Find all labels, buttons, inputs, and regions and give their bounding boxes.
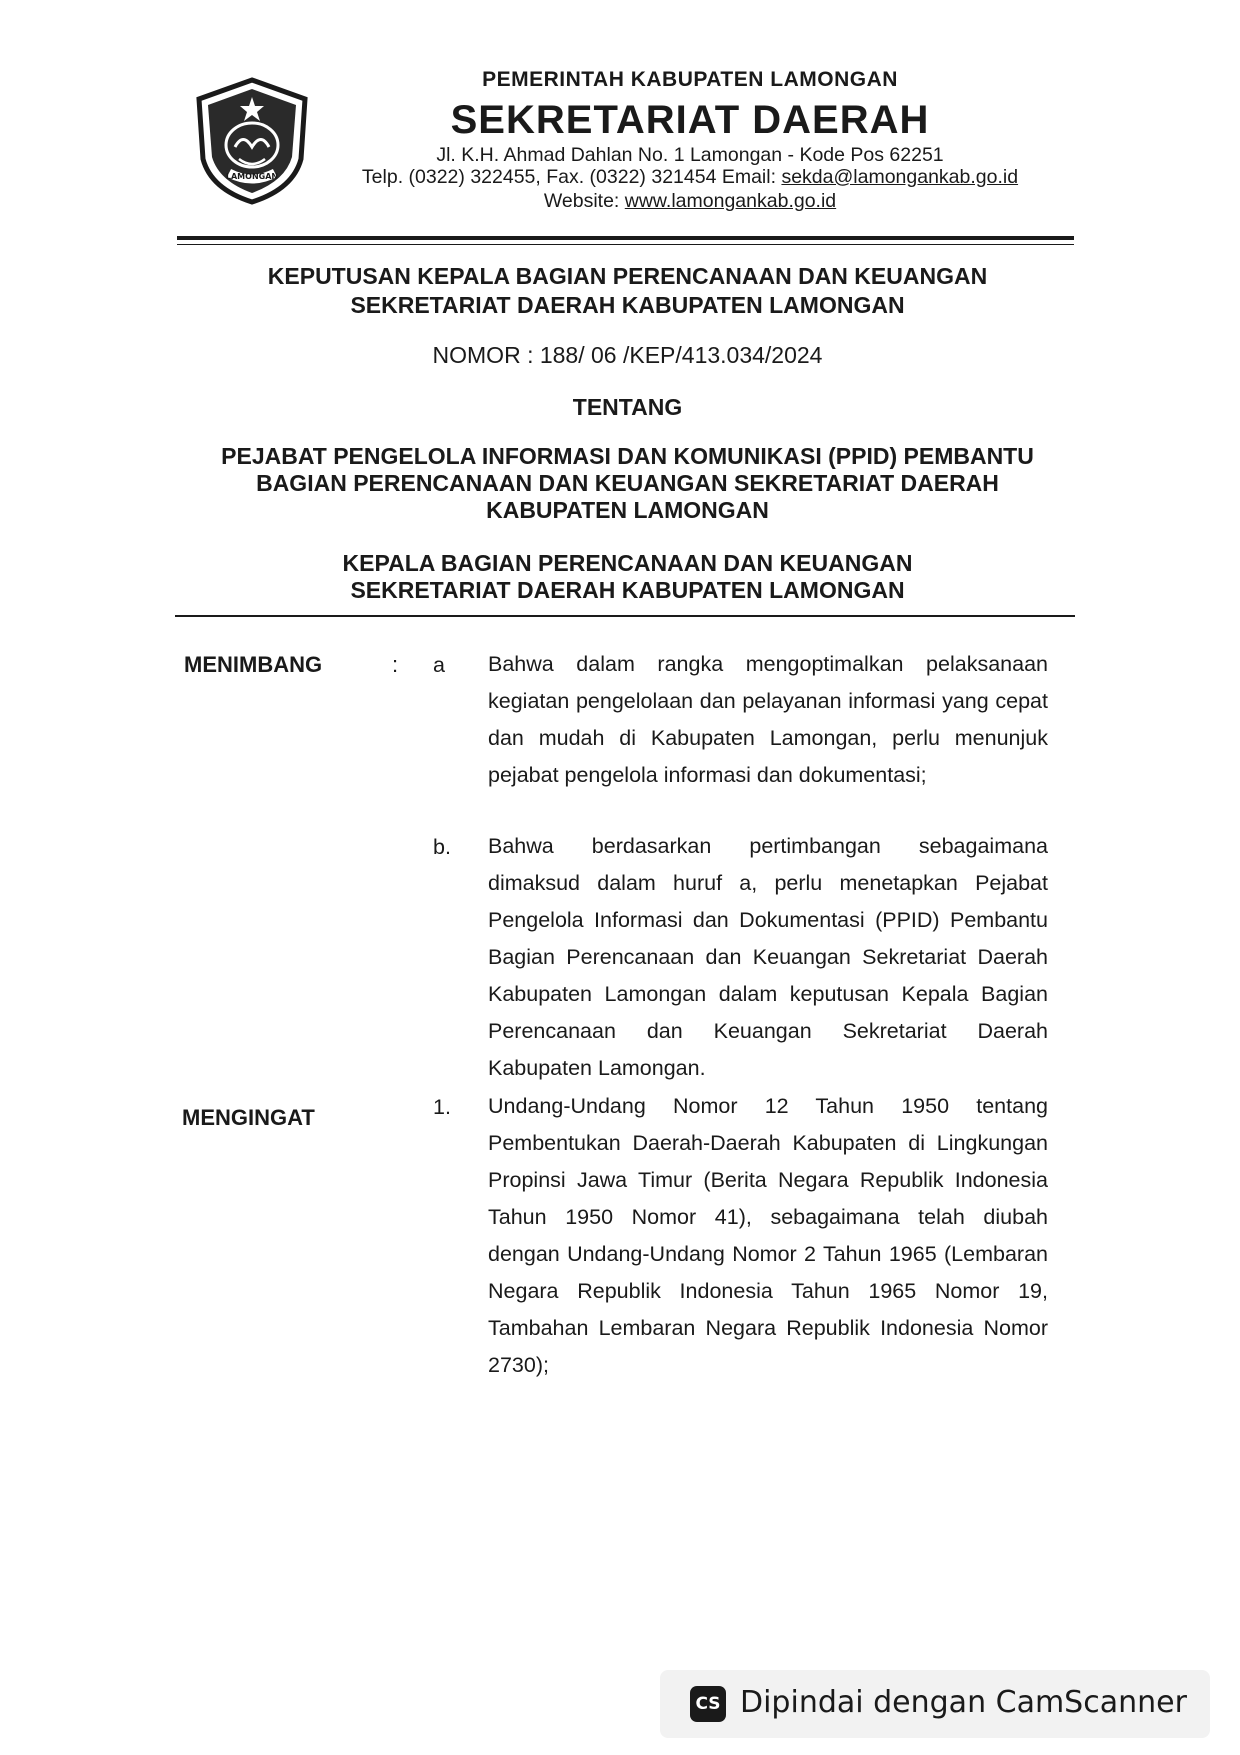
office-website (300, 190, 1080, 213)
decree-about: TENTANG (572, 394, 683, 420)
title-divider (175, 615, 1075, 617)
lamongan-emblem-icon (193, 77, 311, 205)
decree-title-line1: KEPUTUSAN KEPALA BAGIAN PERENCANAAN DAN KEUANGAN (267, 263, 988, 289)
decree-subject-line3: KABUPATEN LAMONGAN (486, 497, 769, 523)
decree-title (170, 262, 1085, 320)
office-name: SEKRETARIAT DAERAH (450, 98, 930, 142)
decree-subject-line1: PEJABAT PENGELOLA INFORMASI DAN KOMUNIKASI (PPID) PEMBANTU (221, 443, 1034, 469)
menimbang-label: MENIMBANG (184, 652, 323, 677)
decree-issuer-line1: KEPALA BAGIAN PERENCANAAN DAN KEUANGAN (342, 550, 913, 576)
website-prefix: Website: (543, 190, 625, 212)
menimbang-item-a-text: Bahwa dalam rangka mengoptimalkan pelaksanaan kegiatan pengelolaan dan pelayanan informasi yang cepat dan mudah di Kabupaten Lamongan, perlu menunjuk pejabat pengelola informasi dan dokumentasi; (488, 652, 1048, 787)
decree-issuer-line2: SEKRETARIAT DAERAH KABUPATEN LAMONGAN (350, 577, 905, 603)
decree-subject-line2: BAGIAN PERENCANAAN DAN KEUANGAN SEKRETARIAT DAERAH (256, 470, 999, 496)
government-name: PEMERINTAH KABUPATEN LAMONGAN (482, 68, 898, 91)
contact-prefix: Telp. (0322) 322455, Fax. (0322) 321454 Email: (361, 166, 782, 188)
decree-title-line2: SEKRETARIAT DAERAH KABUPATEN LAMONGAN (350, 292, 905, 318)
menimbang-item-b-text: Bahwa berdasarkan pertimbangan sebagaimana dimaksud dalam huruf a, perlu menetapkan Pejabat Pengelola Informasi dan Dokumentasi (PPID) Pembantu Bagian Perencanaan dan Keuangan Sekretariat Daerah Kabupaten Lamongan dalam keputusan Kepala Bagian Perencanaan dan Keuangan Sekretariat Daerah Kabupaten Lamongan. (488, 834, 1048, 1080)
office-address: Jl. K.H. Ahmad Dahlan No. 1 Lamongan - Kode Pos 62251 (436, 144, 944, 166)
menimbang-item-a-mark: a (433, 653, 445, 677)
letterhead-divider-thin (177, 244, 1074, 245)
mengingat-item-1-text: Undang-Undang Nomor 12 Tahun 1950 tentang Pembentukan Daerah-Daerah Kabupaten di Lingkungan Propinsi Jawa Timur (Berita Negara Republik Indonesia Tahun 1950 Nomor 41), sebagaimana telah diubah dengan Undang-Undang Nomor 2 Tahun 1965 (Lembaran Negara Republik Indonesia Tahun 1965 Nomor 19, Tambahan Lembaran Negara Republik Indonesia Nomor 2730); (488, 1094, 1048, 1377)
emblem-label: LAMONGAN (225, 172, 279, 181)
menimbang-item-b-mark: b. (433, 835, 451, 859)
website-link[interactable]: www.lamongankab.go.id (624, 190, 837, 212)
decree-number: NOMOR : 188/ 06 /KEP/413.034/2024 (432, 342, 823, 368)
menimbang-colon: : (392, 652, 399, 677)
letterhead-divider-thick (177, 236, 1074, 240)
scanner-watermark-text: Dipindai dengan CamScanner (740, 1685, 1187, 1720)
mengingat-label: MENGINGAT (182, 1105, 315, 1130)
office-contact (300, 166, 1080, 189)
decree-issuer (170, 550, 1085, 604)
decree-subject (170, 443, 1085, 524)
camscanner-icon: CS (690, 1686, 726, 1722)
mengingat-item-1-mark: 1. (433, 1095, 451, 1119)
email-link[interactable]: sekda@lamongankab.go.id (781, 166, 1019, 188)
